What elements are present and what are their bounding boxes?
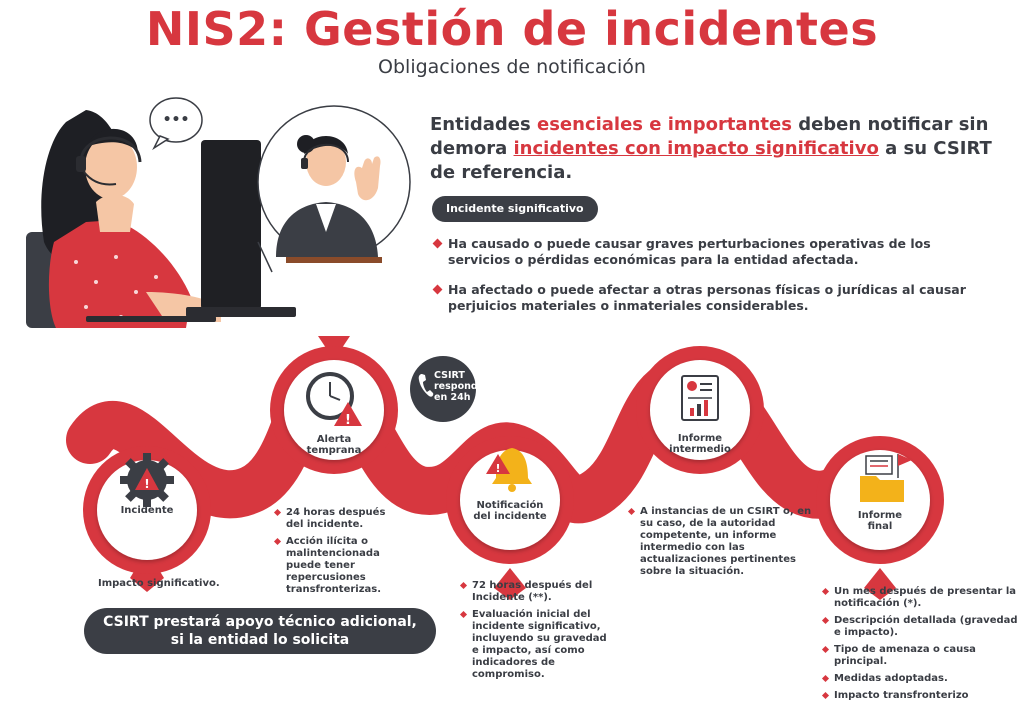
- list-item: Tipo de amenaza o causa principal.: [822, 644, 1018, 668]
- speech-bubble-text: •••: [162, 112, 190, 128]
- stage-intermedio-details: [628, 506, 818, 583]
- stage-notificacion-label-line1: Notificación: [476, 500, 544, 511]
- list-item: A instancias de un CSIRT o, en su caso, de la autoridad competente, un informe intermedio con las actualizaciones pertinentes sobre la situación.: [628, 506, 818, 578]
- timeline-wave: [0, 340, 1024, 600]
- list-item: Un mes después de presentar la notificación (*).: [822, 586, 1018, 610]
- svg-text:!: !: [144, 477, 150, 491]
- stage-final-label: [840, 510, 920, 532]
- list-item: Evaluación inicial del incidente significativo, incluyendo su gravedad e impacto, así como indicadores de compromiso.: [460, 609, 610, 681]
- list-item: Acción ilícita o malintencionada puede tener repercusiones transfronterizas.: [274, 536, 404, 596]
- list-item: 72 horas después del Incidente (**).: [460, 580, 610, 604]
- significant-incident-pill: Incidente significativo: [432, 196, 598, 222]
- intro-text-2: deben notificar sin demora: [430, 114, 989, 159]
- csirt-badge-line2: responde: [434, 381, 485, 392]
- list-item: Medidas adoptadas.: [822, 673, 1018, 685]
- gear-warning-icon: [120, 453, 174, 507]
- svg-text:!: !: [495, 462, 501, 475]
- stage-intermedio-label: [660, 433, 740, 455]
- list-item: Ha causado o puede causar graves perturbaciones operativas de los servicios o pérdidas económicas para la entidad afectada.: [432, 236, 992, 268]
- report-chart-icon: [682, 376, 718, 420]
- cta-line2: si la entidad lo solicita: [170, 632, 350, 648]
- stage-intermedio-label-line2: intermedio: [669, 444, 731, 455]
- list-item: Ha afectado o puede afectar a otras personas físicas o jurídicas al causar perjuicios materiales o inmateriales considerables.: [432, 282, 992, 314]
- csirt-badge-line3: en 24h: [434, 392, 471, 403]
- stage-notificacion-label: [465, 500, 555, 522]
- csirt-24h-badge: [410, 356, 485, 422]
- list-item: Impacto transfronterizo: [822, 690, 1018, 702]
- intro-highlight-1: esenciales e importantes: [537, 114, 792, 135]
- intro-highlight-2: incidentes con impacto significativo: [513, 138, 879, 159]
- page-subtitle: Obligaciones de notificación: [378, 56, 646, 78]
- page-title: NIS2: Gestión de incidentes: [145, 2, 879, 56]
- svg-text:!: !: [345, 413, 351, 428]
- stage-incidente-note: Impacto significativo.: [98, 578, 220, 589]
- csirt-badge-line1: CSIRT: [434, 370, 465, 381]
- stage-alerta-label-line1: Alerta: [316, 434, 352, 445]
- list-item: 24 horas después del incidente.: [274, 507, 404, 531]
- intro-text-1: Entidades: [430, 114, 537, 135]
- stage-final-label-line1: Informe: [857, 510, 903, 521]
- intro-text-3: a su CSIRT de referencia.: [430, 138, 992, 183]
- stage-alerta-details: [274, 507, 404, 601]
- intro-headline: [430, 113, 1010, 185]
- stage-notificacion-label-line2: del incidente: [473, 511, 547, 522]
- stage-alerta-label: [294, 434, 374, 456]
- stage-final-label-line2: final: [867, 521, 893, 532]
- list-item: Descripción detallada (gravedad e impacto).: [822, 615, 1018, 639]
- call-center-illustration: [26, 92, 416, 328]
- stage-intermedio-label-line1: Informe: [677, 433, 723, 444]
- cta-line1: CSIRT prestará apoyo técnico adicional,: [103, 614, 417, 630]
- phone-icon: [418, 372, 434, 398]
- csirt-support-banner: [84, 608, 436, 654]
- stage-incidente-label: Incidente: [120, 505, 174, 516]
- stage-final-details: [822, 586, 1018, 707]
- stage-alerta-label-line2: temprana: [306, 445, 362, 456]
- significant-criteria-list: [432, 236, 992, 328]
- stage-notificacion-details: [460, 580, 610, 686]
